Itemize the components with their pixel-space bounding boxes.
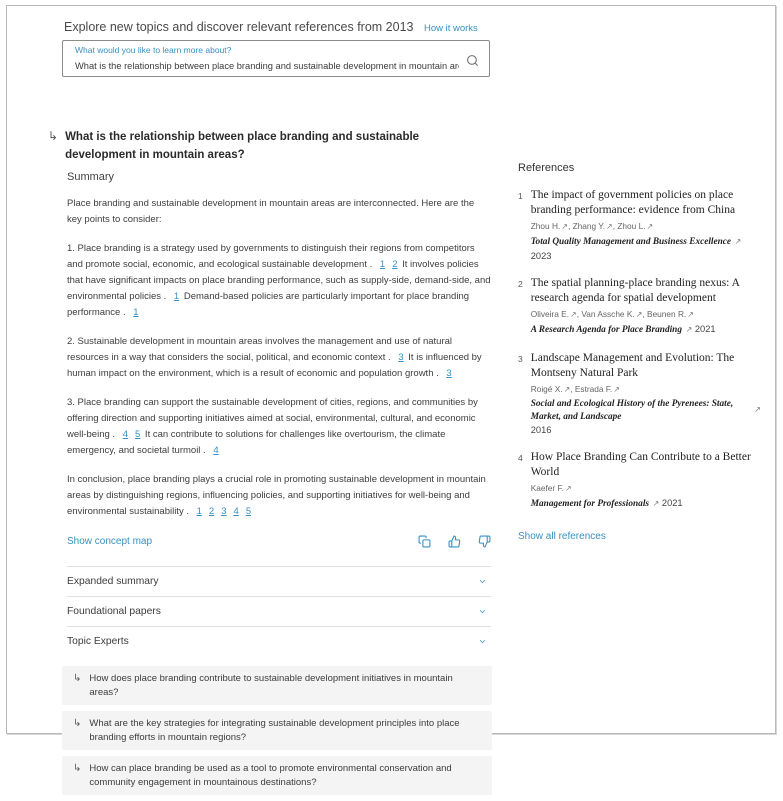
accordion-sections bbox=[67, 566, 491, 656]
header bbox=[64, 18, 704, 36]
reference-item bbox=[518, 276, 761, 337]
citation-link[interactable]: 3 bbox=[398, 352, 404, 363]
summary-actions bbox=[67, 535, 491, 548]
external-link-icon: ↗ bbox=[754, 405, 761, 415]
followup-text: How does place branding contribute to sustainable development initiatives in mountain areas? bbox=[89, 673, 453, 698]
citation-link[interactable]: 5 bbox=[245, 506, 252, 517]
external-link-icon: ↗ bbox=[561, 222, 568, 231]
author-link[interactable]: Zhou H.↗ , bbox=[531, 221, 573, 231]
citation-link[interactable]: 1 bbox=[173, 291, 180, 302]
thumbs-up-icon[interactable] bbox=[448, 535, 461, 548]
author-link[interactable]: Zhang Y.↗ , bbox=[573, 221, 618, 231]
reference-paper-title[interactable]: The spatial planning-place branding nexus: A research agenda for spatial development bbox=[530, 276, 740, 304]
summary-paragraph: 1. Place branding is a strategy used by governments to distinguish their regions from competitors and promote social, economic, and ecological sustainable development . 1 2 It involves policies that have significant impacts on place branding performance, such as supply-side, demand-side, and environmental policies . 1 Demand-based policies are particularly important for place branding performance . 1 bbox=[67, 243, 491, 318]
thumbs-down-icon[interactable] bbox=[478, 535, 491, 548]
search-input[interactable] bbox=[75, 61, 459, 71]
reference-item bbox=[518, 351, 761, 435]
reference-year: 2021 bbox=[694, 323, 716, 334]
external-link-icon: ↗ bbox=[570, 309, 577, 319]
chevron-down-icon bbox=[476, 637, 489, 646]
reference-item bbox=[518, 188, 761, 261]
citation-link[interactable]: 5 bbox=[135, 429, 141, 440]
summary-paragraph: 3. Place branding can support the sustainable development of cities, regions, and communities by offering direction and supporting initiatives aimed at social, environmental, cultural, and economic well-being . 4 5 It can contribute to solutions for challenges like overtourism, the climate emergency, and societal turmoil . 4 bbox=[67, 397, 478, 456]
summary-paragraph: Place branding and sustainable development in mountain areas are interconnected. Here are the key points to consider: bbox=[67, 198, 475, 225]
external-link-icon: ↗ bbox=[564, 484, 572, 493]
question-text: What is the relationship between place branding and sustainable development in mountain areas? bbox=[65, 131, 420, 161]
citation-link[interactable]: 2 bbox=[392, 259, 398, 270]
reference-paper-title[interactable]: The impact of government policies on place branding performance: evidence from China bbox=[530, 189, 736, 216]
author-link[interactable]: Estrada F.↗ bbox=[574, 384, 620, 394]
branch-arrow-icon: ↳ bbox=[73, 673, 82, 684]
external-link-icon: ↗ bbox=[687, 309, 694, 319]
question-heading bbox=[48, 128, 492, 164]
citation-link[interactable]: 3 bbox=[221, 506, 227, 517]
journal-link[interactable]: A Research Agenda for Place Branding bbox=[530, 324, 682, 335]
chevron-down-icon bbox=[476, 607, 489, 616]
reference-paper-title[interactable]: Landscape Management and Evolution: The Montseny Natural Park bbox=[530, 352, 735, 379]
branch-arrow-icon: ↳ bbox=[73, 718, 82, 729]
summary-heading: Summary bbox=[67, 171, 115, 183]
followup-text: How can place branding be used as a tool to promote environmental conservation and community engagement in mountainous destinations? bbox=[89, 763, 452, 788]
external-link-icon: ↗ bbox=[635, 309, 643, 319]
page-title: Explore new topics and discover relevant references from 2013 bbox=[64, 20, 414, 34]
citation-link[interactable]: 1 bbox=[133, 307, 139, 318]
reference-year: 2023 bbox=[530, 250, 552, 261]
author-link[interactable]: Van Assche K.↗ , bbox=[581, 309, 647, 319]
reference-journal-line bbox=[531, 398, 761, 423]
branch-arrow-icon: ↳ bbox=[73, 763, 82, 774]
external-link-icon: ↗ bbox=[685, 324, 693, 334]
search-icon[interactable] bbox=[466, 54, 479, 67]
reference-year: 2016 bbox=[530, 425, 552, 435]
summary-paragraph: In conclusion, place branding plays a crucial role in promoting sustainable development in mountain areas by distinguishing regions, influencing policies, and supporting initiatives for well-being and environmental sustainability . 1 2 3 4 5 bbox=[67, 474, 486, 517]
followup-question[interactable] bbox=[62, 711, 492, 750]
followup-text: What are the key strategies for integrating sustainable development principles into place branding efforts in mountain regions? bbox=[89, 718, 460, 743]
reference-number: 2 bbox=[518, 278, 523, 289]
reference-authors bbox=[531, 384, 761, 395]
author-link[interactable]: Zhou L.↗ bbox=[617, 221, 654, 231]
followup-question[interactable] bbox=[62, 756, 492, 795]
main-column bbox=[48, 128, 492, 801]
reference-number: 3 bbox=[518, 354, 523, 364]
followup-question[interactable] bbox=[62, 666, 492, 705]
summary-paragraph: 2. Sustainable development in mountain areas involves the management and use of natural resources in a way that considers the social, political, and economic context . 3 It is influenced by human impact on the environment, which is a result of economic and population growth . 3 bbox=[67, 336, 482, 379]
show-concept-map-link[interactable]: Show concept map bbox=[67, 536, 153, 547]
reference-number: 1 bbox=[518, 191, 523, 201]
journal-link[interactable]: Social and Ecological History of the Pyrenees: State, Market, and Landscape bbox=[530, 399, 734, 422]
action-icons bbox=[418, 535, 491, 548]
section-label: Expanded summary bbox=[67, 576, 159, 587]
journal-link[interactable]: Management for Professionals bbox=[530, 499, 650, 509]
reference-authors bbox=[531, 483, 761, 494]
author-link[interactable]: Beunen R.↗ bbox=[647, 308, 694, 319]
author-link[interactable]: Oliveira E.↗ , bbox=[531, 309, 582, 319]
reference-journal-line bbox=[531, 235, 761, 249]
search-label: What would you like to learn more about? bbox=[75, 45, 232, 55]
chevron-down-icon bbox=[476, 577, 489, 586]
author-link[interactable]: Roigé X.↗ , bbox=[531, 384, 575, 394]
followup-questions bbox=[62, 666, 492, 795]
section-topic-experts[interactable] bbox=[67, 626, 491, 656]
journal-link[interactable]: Total Quality Management and Business Excellence bbox=[530, 237, 732, 247]
external-link-icon: ↗ bbox=[646, 222, 654, 231]
references-panel bbox=[518, 162, 761, 544]
summary-body bbox=[67, 196, 491, 520]
section-label: Foundational papers bbox=[67, 606, 161, 617]
reference-year: 2021 bbox=[661, 498, 683, 508]
reference-number: 4 bbox=[518, 453, 523, 463]
section-label: Topic Experts bbox=[67, 636, 129, 647]
reference-authors bbox=[531, 221, 761, 232]
reference-authors bbox=[531, 309, 761, 320]
external-link-icon: ↗ bbox=[563, 385, 571, 394]
reference-journal-line bbox=[531, 497, 761, 511]
reference-journal-line bbox=[531, 323, 761, 337]
external-link-icon: ↗ bbox=[606, 222, 613, 231]
citation-link[interactable]: 4 bbox=[233, 506, 239, 517]
citation-link[interactable]: 4 bbox=[213, 445, 219, 456]
branch-arrow-icon: ↳ bbox=[48, 129, 59, 143]
show-all-references-link[interactable]: Show all references bbox=[518, 530, 606, 542]
section-foundational-papers[interactable] bbox=[67, 596, 491, 626]
section-expanded-summary[interactable] bbox=[67, 566, 491, 596]
citation-link[interactable]: 1 bbox=[196, 506, 202, 517]
how-it-works-link[interactable]: How it works bbox=[423, 23, 478, 34]
citation-link[interactable]: 4 bbox=[122, 429, 128, 440]
references-title: References bbox=[518, 162, 575, 174]
external-link-icon: ↗ bbox=[613, 385, 620, 394]
search-box[interactable] bbox=[62, 40, 490, 77]
external-link-icon: ↗ bbox=[734, 237, 742, 246]
external-link-icon: ↗ bbox=[652, 499, 660, 508]
reference-item bbox=[518, 450, 761, 511]
citation-link[interactable]: 1 bbox=[379, 259, 386, 270]
reference-paper-title[interactable]: How Place Branding Can Contribute to a Better World bbox=[530, 451, 751, 478]
copy-icon[interactable] bbox=[418, 535, 431, 548]
citation-link[interactable]: 2 bbox=[208, 506, 215, 517]
author-link[interactable]: Kaefer F.↗ bbox=[530, 483, 572, 493]
citation-link[interactable]: 3 bbox=[446, 368, 452, 379]
